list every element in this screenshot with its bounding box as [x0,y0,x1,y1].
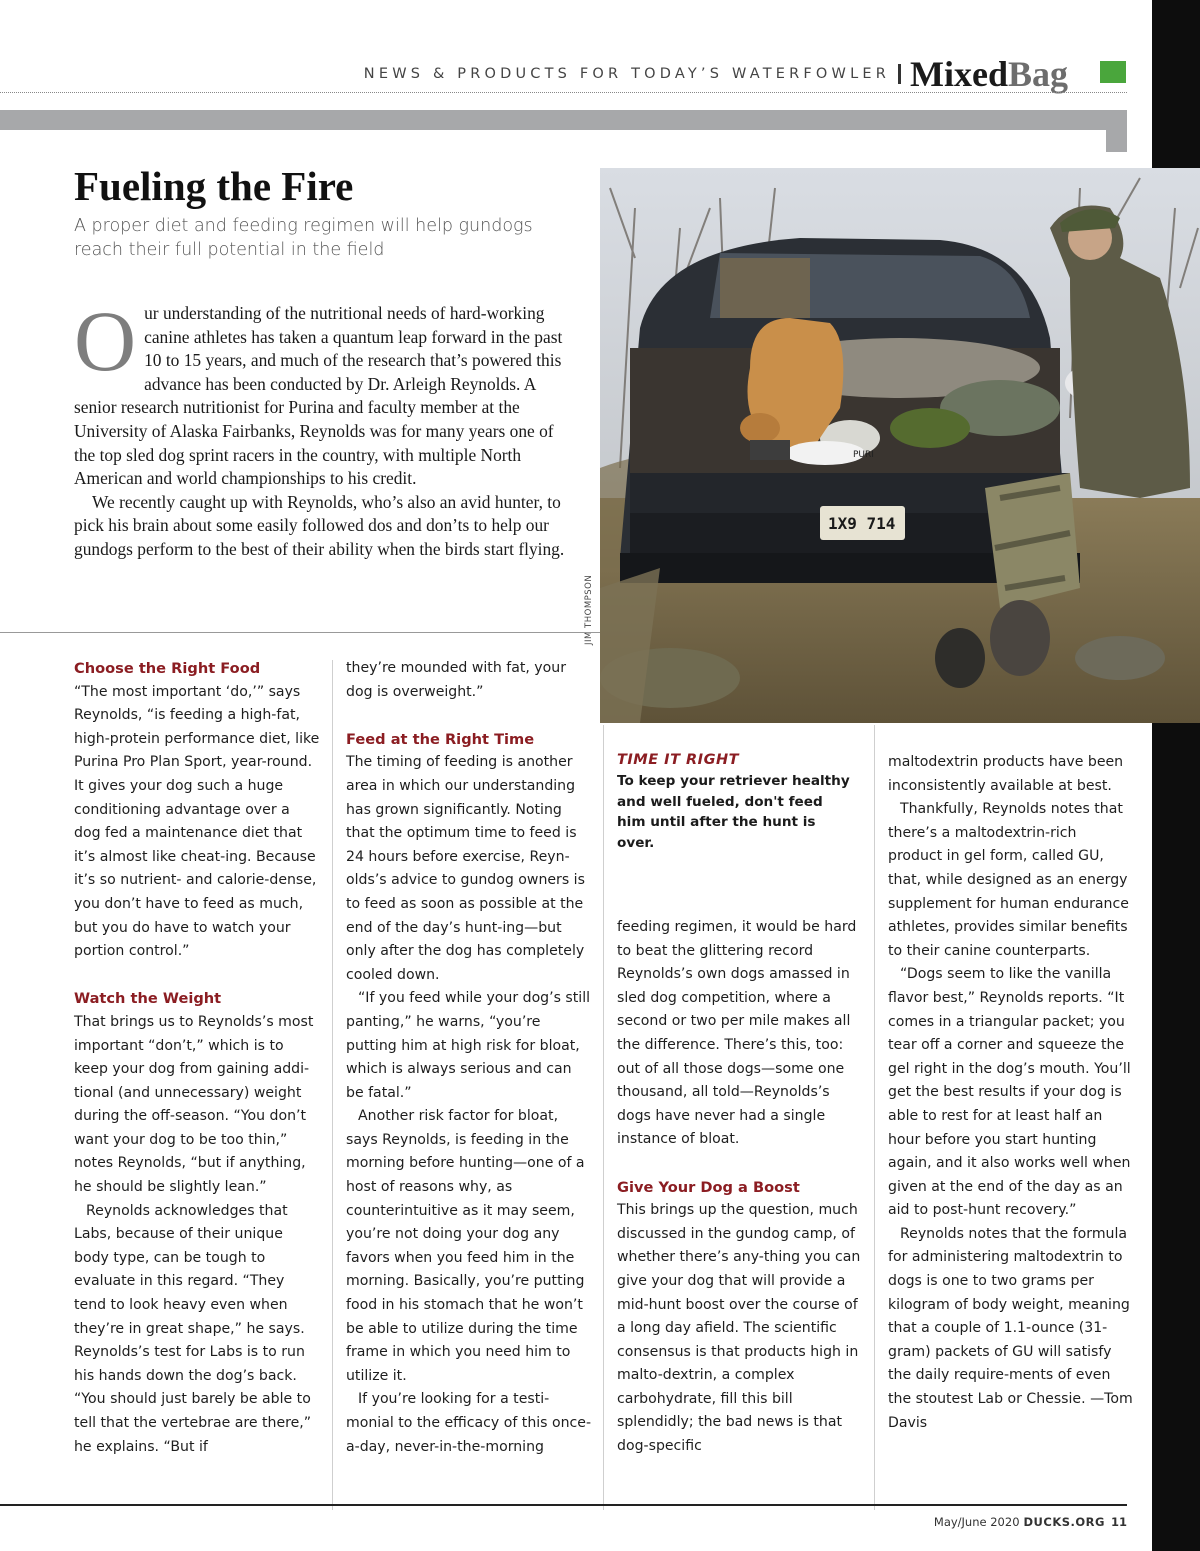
brand-bag: Bag [1007,54,1068,94]
article-column-3 [617,916,863,1459]
article-subtitle: A proper diet and feeding regimen will help gundogs reach their full potential in the field [74,216,533,260]
subhead-choose-food: Choose the Right Food [74,660,261,677]
bowl-label: PURI [853,450,874,460]
paragraph: Reynolds acknowledges that Labs, because of their unique body type, can be tough to evaluate in this regard. “They tend to look heavy even when they’re in great shape,” he says. Reynolds’s test for Labs is to run his hands down the dog’s back. “You should just barely be able to tell that the vertebrae are there,” he explains. “But if [74,1202,312,1455]
photo-caption [617,749,853,853]
issue-date: May/June 2020 [933,1515,1020,1529]
brand-square-icon [1100,61,1126,83]
header-gray-band [0,110,1127,130]
article-column-1 [74,657,320,1459]
section-brand [910,52,1068,96]
page-number: 11 [1110,1515,1127,1529]
page-footer [830,1515,1127,1529]
article-photo [600,168,1200,723]
paragraph: Reynolds notes that the formula for administering maltodextrin to dogs is one to two grams per kilogram of body weight, meaning that a couple of 1.1-ounce (31-gram) packets of GU will satisfy the daily require-ments of even the stoutest Lab or Chessie. —Tom Davis [888,1225,1133,1431]
license-plate: 1X9 714 [828,514,896,533]
paragraph: “If you feed while your dog’s still panting,” he warns, “you’re putting him at high risk for bloat, which is always serious and can be fatal.” [346,990,591,1101]
header-separator [898,64,901,84]
header-gray-notch [1106,130,1127,152]
column-separator [332,660,333,1510]
paragraph: maltodextrin products have been inconsistently available at best. [888,754,1124,794]
article-column-2 [346,657,592,1459]
brand-mixed: Mixed [910,54,1008,94]
paragraph: feeding regimen, it would be hard to beat the glittering record Reynolds’s own dogs amassed in sled dog competition, where a second or two per mile makes all the difference. There’s this, too: out of all those dogs—some one thousand, all told—Reynolds’s dogs have never had a single instance of bloat. [617,919,857,1148]
caption-text: To keep your retriever healthy and well fueled, don't feed him until after the hunt is over. [617,773,850,851]
paragraph: Thankfully, Reynolds notes that there’s a maltodextrin-rich product in gel form, called GU, that, while designed as an energy supplement for human endurance athletes, provides similar benefits to their canine counterparts. [888,801,1129,959]
article-title: Fueling the Fire [74,163,354,209]
article-intro [74,293,572,562]
subhead-watch-weight: Watch the Weight [74,990,222,1008]
subhead-boost: Give Your Dog a Boost [617,1178,800,1196]
intro-paragraph-2: We recently caught up with Reynolds, who’s also an avid hunter, to pick his brain about some easily followed dos and don’ts to help our gundogs perform to the best of their ability when the birds start flying. [74,491,565,559]
paragraph: If you’re looking for a testi-monial to the efficacy of this once-a-day, never-in-the-morning [346,1391,592,1455]
paragraph: The timing of feeding is another area in which our understanding has grown significantly. Noting that the optimum time to feed is 24 hours before exercise, Reyn-olds’s advice to gundog owners is to feed as soon as possible at the end of the day’s hunt-ing—but only after the dog has completely cooled down. [346,754,585,983]
paragraph: This brings up the question, much discussed in the gundog camp, of whether there’s any-thing you can give your dog that will provide a mid-hunt boost over the course of a long day afield. The scientific consensus is that products high in malto-dextrin, a complex carbohydrate, fill this bill splendidly; the bad news is that dog-specific [617,1202,861,1455]
paragraph: “The most important ‘do,’” says Reynolds, “is feeding a high-fat, high-protein performance diet, like Purina Pro Plan Sport, year-round. It gives your dog such a huge conditioning advantage over a dog fed a maintenance diet that it’s almost like cheat-ing. Because it’s so nutrient- and calorie-dense, you don’t have to feed as much, but you do have to watch your portion control.” [74,683,320,960]
paragraph: “Dogs seem to like the vanilla flavor best,” Reynolds reports. “It comes in a triangular packet; you tear off a corner and squeeze the gel right in the dog’s mouth. You’ll get the best results if your dog is able to rest for at least half an hour before you start hunting again, and it also works well when given at the end of the day as an aid to post-hunt recovery.” [888,966,1131,1219]
article-column-4 [888,751,1134,1435]
paragraph: Another risk factor for bloat, says Reynolds, is feeding in the morning before hunting—one of a host of reasons why, as counterintuitive as it may seem, you’re not doing your dog any favors when you feed him in the morning. Basically, you’re putting food in his stomach that he won’t be able to utilize during the time frame in which you need him to utilize it. [346,1108,585,1384]
section-tagline: NEWS & PRODUCTS FOR TODAY’S WATERFOWLER [363,66,890,82]
column-separator [603,725,604,1510]
caption-kicker: TIME IT RIGHT [617,752,739,768]
header-dotted-rule [0,92,1127,93]
section-rule [0,632,600,633]
photo-credit: JIM THOMPSON [584,574,594,645]
drop-cap: O [74,293,137,389]
column-separator [874,725,875,1510]
paragraph: That brings us to Reynolds’s most important “don’t,” which is to keep your dog from gaining addi-tional (and unnecessary) weight during the off-season. “You don’t want your dog to be too thin,” notes Reynolds, “but if anything, he should be slightly lean.” [74,1013,314,1196]
site-url: DUCKS.ORG [1023,1515,1105,1529]
intro-paragraph-1: ur understanding of the nutritional needs of hard-working canine athletes has taken a quantum leap forward in the past 10 to 15 years, and much of the research that’s powered this advance has been conducted by Dr. Arleigh Reynolds. A senior research nutritionist for Purina and faculty member at the University of Alaska Fairbanks, Reynolds was for many years one of the top sled dog sprint racers in the country, with multiple North American and world championships to his credit. [74,303,563,489]
subhead-feed-time: Feed at the Right Time [346,730,535,748]
footer-rule [0,1504,1127,1506]
paragraph: they’re mounded with fat, your dog is overweight.” [346,660,567,700]
